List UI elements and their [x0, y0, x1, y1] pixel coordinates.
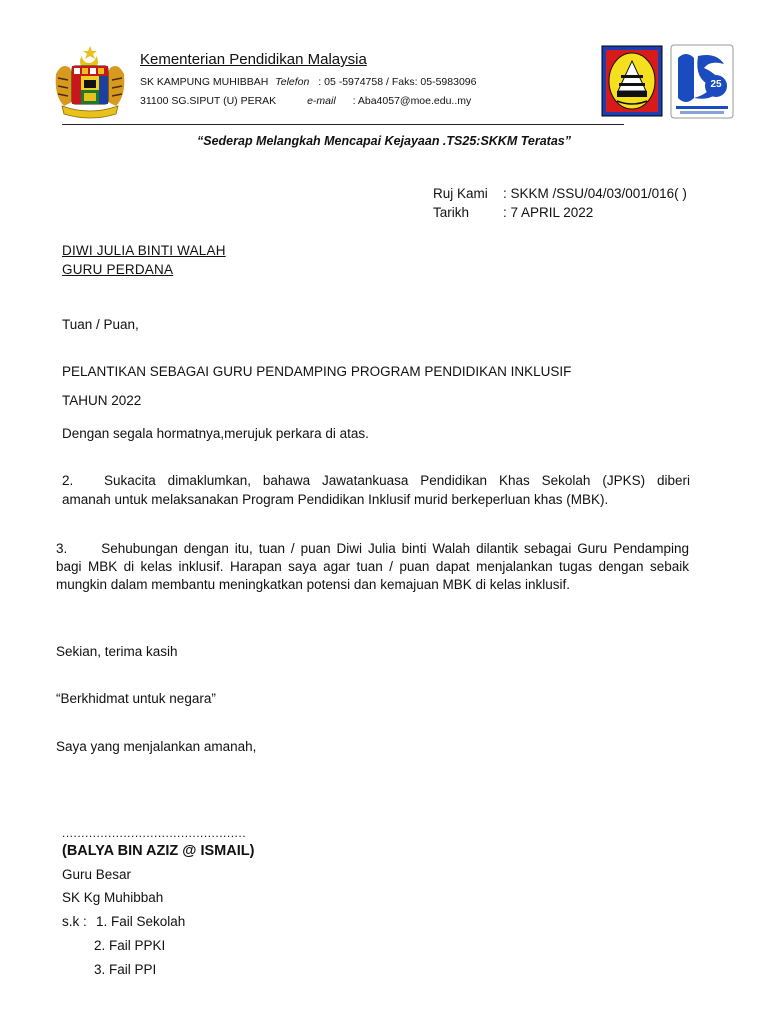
- telefon-value: : 05 -5974758 / Faks: 05-5983096: [318, 76, 477, 88]
- slogan: “Berkhidmat untuk negara”: [56, 691, 216, 706]
- ts25-number: 25: [710, 79, 722, 90]
- recipient-name: DIWI JULIA BINTI WALAH: [62, 243, 226, 258]
- school-badge-logo: [601, 45, 663, 117]
- signatory-position: Guru Besar: [62, 867, 132, 882]
- ruj-value: : SKKM /SSU/04/03/001/016( ): [503, 186, 687, 201]
- salutation: Tuan / Puan,: [62, 317, 139, 332]
- cc-item: 3. Fail PPI: [94, 962, 157, 977]
- signature-line: ................................................: [62, 826, 247, 840]
- date-value: : 7 APRIL 2022: [503, 205, 594, 220]
- paragraph-2-line-2: amanah untuk melaksanakan Program Pendidikan Inklusif murid berkeperluan khas (MBK).: [62, 492, 609, 507]
- school-name: SK KAMPUNG MUHIBBAH: [140, 76, 269, 88]
- address-line-1: [140, 76, 476, 88]
- coat-of-arms-logo: [50, 44, 130, 120]
- closing-line: Sekian, terima kasih: [56, 644, 178, 659]
- opening-line: Dengan segala hormatnya,merujuk perkara di atas.: [62, 426, 369, 441]
- signatory-school: SK Kg Muhibbah: [62, 890, 164, 905]
- school-motto: “Sederap Melangkah Mencapai Kejayaan .TS25:SKKM Teratas”: [197, 134, 571, 148]
- ts25-badge-logo: [670, 44, 734, 119]
- paragraph-2-number: 2.: [62, 473, 74, 488]
- paragraph-3: [56, 540, 689, 594]
- header-divider: [62, 124, 624, 125]
- recipient-title: GURU PERDANA: [62, 262, 174, 277]
- subject-line-1: PELANTIKAN SEBAGAI GURU PENDAMPING PROGRAM PENDIDIKAN INKLUSIF: [62, 364, 572, 379]
- cc-item: 1. Fail Sekolah: [96, 914, 186, 929]
- date-row: [433, 205, 593, 220]
- signoff: Saya yang menjalankan amanah,: [56, 739, 257, 754]
- reference-row: [433, 186, 687, 201]
- paragraph-3-text: Sehubungan dengan itu, tuan / puan Diwi Julia binti Walah dilantik sebagai Guru Pendamping bagi MBK di kelas inklusif. Harapan saya agar tuan / puan dapat menjalankan tugas dengan sebaik mungkin dalam membantu meningkatkan potensi dan kemajuan MBK di kelas inklusif.: [56, 541, 689, 592]
- cc-label: s.k :: [62, 914, 87, 929]
- telefon-label: Telefon: [275, 76, 310, 88]
- signatory-name: (BALYA BIN AZIZ @ ISMAIL): [62, 843, 255, 859]
- ruj-label: Ruj Kami: [433, 186, 488, 201]
- email-value: : Aba4057@moe.edu..my: [352, 95, 472, 107]
- date-label: Tarikh: [433, 205, 470, 220]
- email-label: e-mail: [307, 95, 336, 107]
- school-address: 31100 SG.SIPUT (U) PERAK: [140, 95, 277, 107]
- subject-line-2: TAHUN 2022: [62, 393, 142, 408]
- paragraph-3-number: 3.: [56, 541, 68, 556]
- cc-item: 2. Fail PPKI: [94, 938, 166, 953]
- address-line-2: [140, 95, 471, 107]
- ministry-name: Kementerian Pendidikan Malaysia: [140, 51, 367, 68]
- paragraph-2-line-1: Sukacita dimaklumkan, bahawa Jawatankuasa Pendidikan Khas Sekolah (JPKS) diberi: [104, 473, 690, 488]
